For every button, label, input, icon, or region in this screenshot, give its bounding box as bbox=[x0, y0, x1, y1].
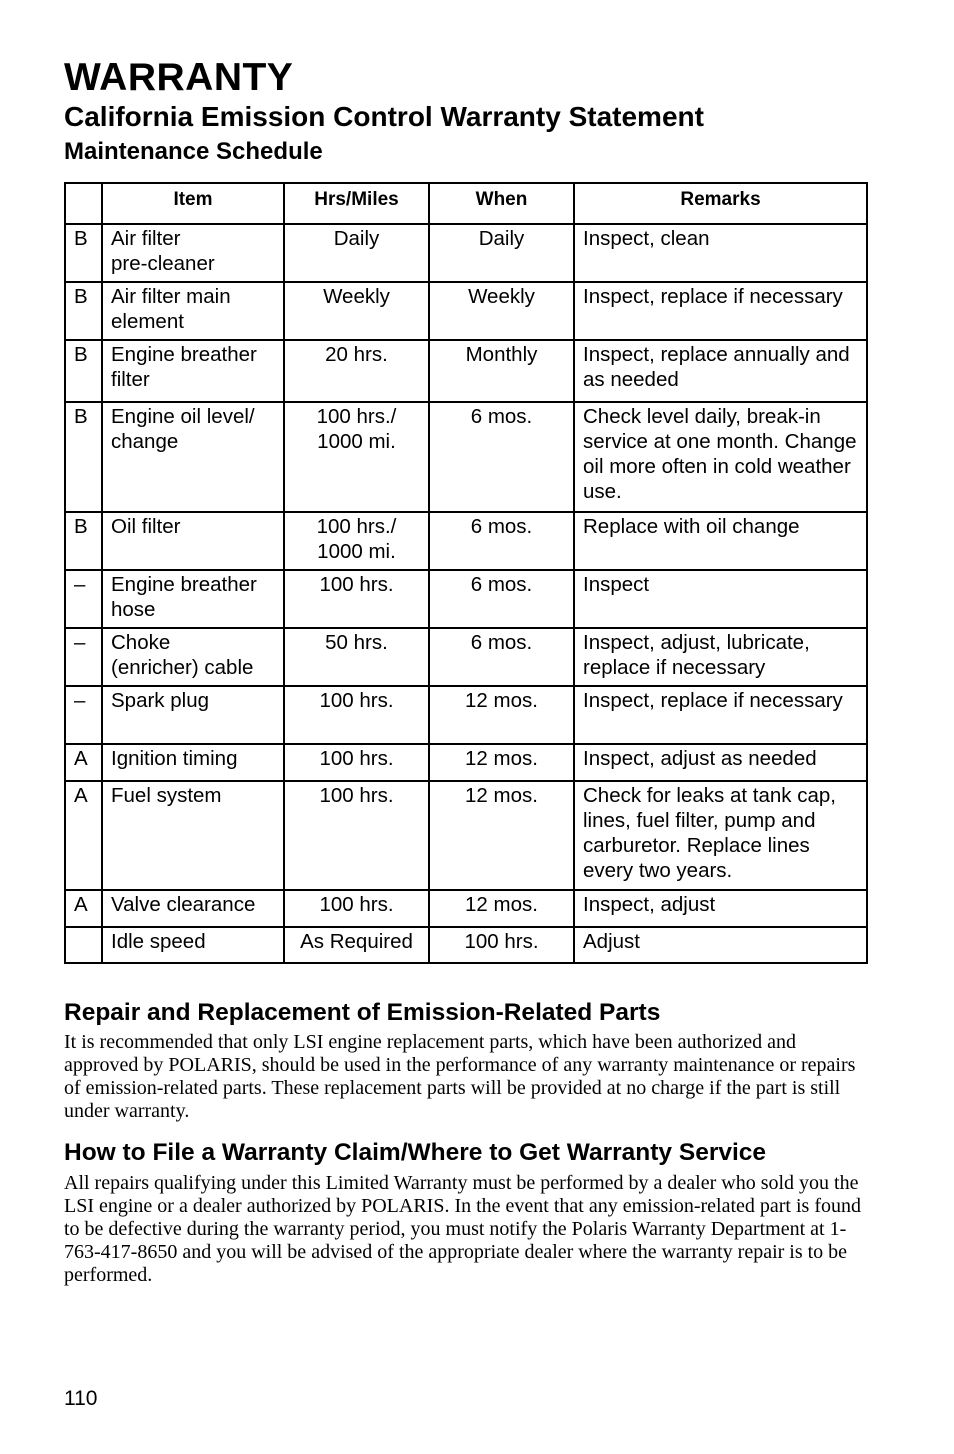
cell-hrs-miles: 100 hrs. bbox=[284, 686, 429, 744]
table-row bbox=[65, 512, 867, 570]
table-row bbox=[65, 224, 867, 282]
cell-item: Engine oil level/ change bbox=[102, 402, 284, 512]
cell-remarks: Inspect, replace if necessary bbox=[574, 686, 867, 744]
cell-when: 6 mos. bbox=[429, 628, 574, 686]
claim-section-body: All repairs qualifying under this Limited Warranty must be performed by a dealer who sold you the LSI engine or a dealer authorized by POLARIS. In the event that any emission-related part is found to be defective during the warranty period, you must notify the Polaris Warranty Department at 1-763-417-8650 and you will be advised of the appropriate dealer where the warranty repair is to be performed. bbox=[64, 1172, 861, 1286]
table-row bbox=[65, 890, 867, 927]
repair-section-title: Repair and Replacement of Emission-Related Parts bbox=[64, 999, 661, 1026]
table-body bbox=[65, 224, 867, 963]
cell-hrs-miles: 20 hrs. bbox=[284, 340, 429, 402]
cell-hrs-miles: As Required bbox=[284, 927, 429, 963]
cell-hrs-miles: 100 hrs./ 1000 mi. bbox=[284, 512, 429, 570]
cell-code: – bbox=[65, 570, 102, 628]
table-row bbox=[65, 927, 867, 963]
cell-remarks: Inspect, replace annually and as needed bbox=[574, 340, 867, 402]
cell-remarks: Inspect, adjust as needed bbox=[574, 744, 867, 781]
page-number: 110 bbox=[64, 1387, 98, 1410]
table-row bbox=[65, 282, 867, 340]
cell-hrs-miles: 100 hrs./ 1000 mi. bbox=[284, 402, 429, 512]
cell-remarks: Inspect bbox=[574, 570, 867, 628]
cell-remarks: Inspect, replace if necessary bbox=[574, 282, 867, 340]
table-row bbox=[65, 402, 867, 512]
cell-item: Ignition timing bbox=[102, 744, 284, 781]
cell-code: A bbox=[65, 890, 102, 927]
cell-when: 100 hrs. bbox=[429, 927, 574, 963]
cell-item: Valve clearance bbox=[102, 890, 284, 927]
cell-code: B bbox=[65, 282, 102, 340]
cell-item: Fuel system bbox=[102, 781, 284, 890]
cell-code: B bbox=[65, 402, 102, 512]
cell-item: Choke (enricher) cable bbox=[102, 628, 284, 686]
table-row bbox=[65, 744, 867, 781]
cell-item: Spark plug bbox=[102, 686, 284, 744]
cell-remarks: Inspect, clean bbox=[574, 224, 867, 282]
cell-remarks: Check level daily, break-in service at one month. Change oil more often in cold weather use. bbox=[574, 402, 867, 512]
cell-when: 6 mos. bbox=[429, 570, 574, 628]
repair-section-body: It is recommended that only LSI engine replacement parts, which have been authorized and approved by POLARIS, should be used in the performance of any warranty maintenance or repairs of emission-related parts. These replacement parts will be provided at no charge if the part is still under warranty. bbox=[64, 1031, 856, 1122]
column-header-hrs-miles: Hrs/Miles bbox=[284, 183, 429, 224]
cell-item: Air filter pre-cleaner bbox=[102, 224, 284, 282]
cell-hrs-miles: 100 hrs. bbox=[284, 744, 429, 781]
cell-hrs-miles: 100 hrs. bbox=[284, 890, 429, 927]
cell-item: Engine breather hose bbox=[102, 570, 284, 628]
table-row bbox=[65, 781, 867, 890]
cell-code: A bbox=[65, 744, 102, 781]
cell-item: Engine breather filter bbox=[102, 340, 284, 402]
section-subtitle: California Emission Control Warranty Statement bbox=[64, 101, 704, 132]
cell-code: – bbox=[65, 628, 102, 686]
cell-code: B bbox=[65, 512, 102, 570]
cell-remarks: Check for leaks at tank cap, lines, fuel filter, pump and carburetor. Replace lines every two years. bbox=[574, 781, 867, 890]
cell-when: Weekly bbox=[429, 282, 574, 340]
cell-hrs-miles: 100 hrs. bbox=[284, 570, 429, 628]
cell-remarks: Replace with oil change bbox=[574, 512, 867, 570]
cell-item: Oil filter bbox=[102, 512, 284, 570]
cell-code: B bbox=[65, 340, 102, 402]
maintenance-schedule-table bbox=[64, 182, 868, 964]
cell-hrs-miles: Weekly bbox=[284, 282, 429, 340]
claim-section-title: How to File a Warranty Claim/Where to Get Warranty Service bbox=[64, 1139, 767, 1166]
column-header-remarks: Remarks bbox=[574, 183, 867, 224]
cell-code: A bbox=[65, 781, 102, 890]
table-row bbox=[65, 340, 867, 402]
cell-when: Monthly bbox=[429, 340, 574, 402]
table-row bbox=[65, 570, 867, 628]
cell-code: B bbox=[65, 224, 102, 282]
cell-item: Idle speed bbox=[102, 927, 284, 963]
cell-item: Air filter main element bbox=[102, 282, 284, 340]
cell-hrs-miles: 100 hrs. bbox=[284, 781, 429, 890]
cell-remarks: Inspect, adjust bbox=[574, 890, 867, 927]
column-header-when: When bbox=[429, 183, 574, 224]
cell-remarks: Adjust bbox=[574, 927, 867, 963]
cell-when: 12 mos. bbox=[429, 744, 574, 781]
cell-code: – bbox=[65, 686, 102, 744]
cell-when: 12 mos. bbox=[429, 781, 574, 890]
cell-when: 6 mos. bbox=[429, 512, 574, 570]
table-row bbox=[65, 628, 867, 686]
table-header-row bbox=[65, 183, 867, 224]
cell-code bbox=[65, 927, 102, 963]
column-header-code bbox=[65, 183, 102, 224]
cell-when: Daily bbox=[429, 224, 574, 282]
cell-remarks: Inspect, adjust, lubricate, replace if necessary bbox=[574, 628, 867, 686]
page-title: WARRANTY bbox=[64, 56, 294, 99]
table-row bbox=[65, 686, 867, 744]
cell-hrs-miles: 50 hrs. bbox=[284, 628, 429, 686]
cell-hrs-miles: Daily bbox=[284, 224, 429, 282]
cell-when: 12 mos. bbox=[429, 890, 574, 927]
column-header-item: Item bbox=[102, 183, 284, 224]
cell-when: 6 mos. bbox=[429, 402, 574, 512]
schedule-title: Maintenance Schedule bbox=[64, 138, 323, 165]
cell-when: 12 mos. bbox=[429, 686, 574, 744]
